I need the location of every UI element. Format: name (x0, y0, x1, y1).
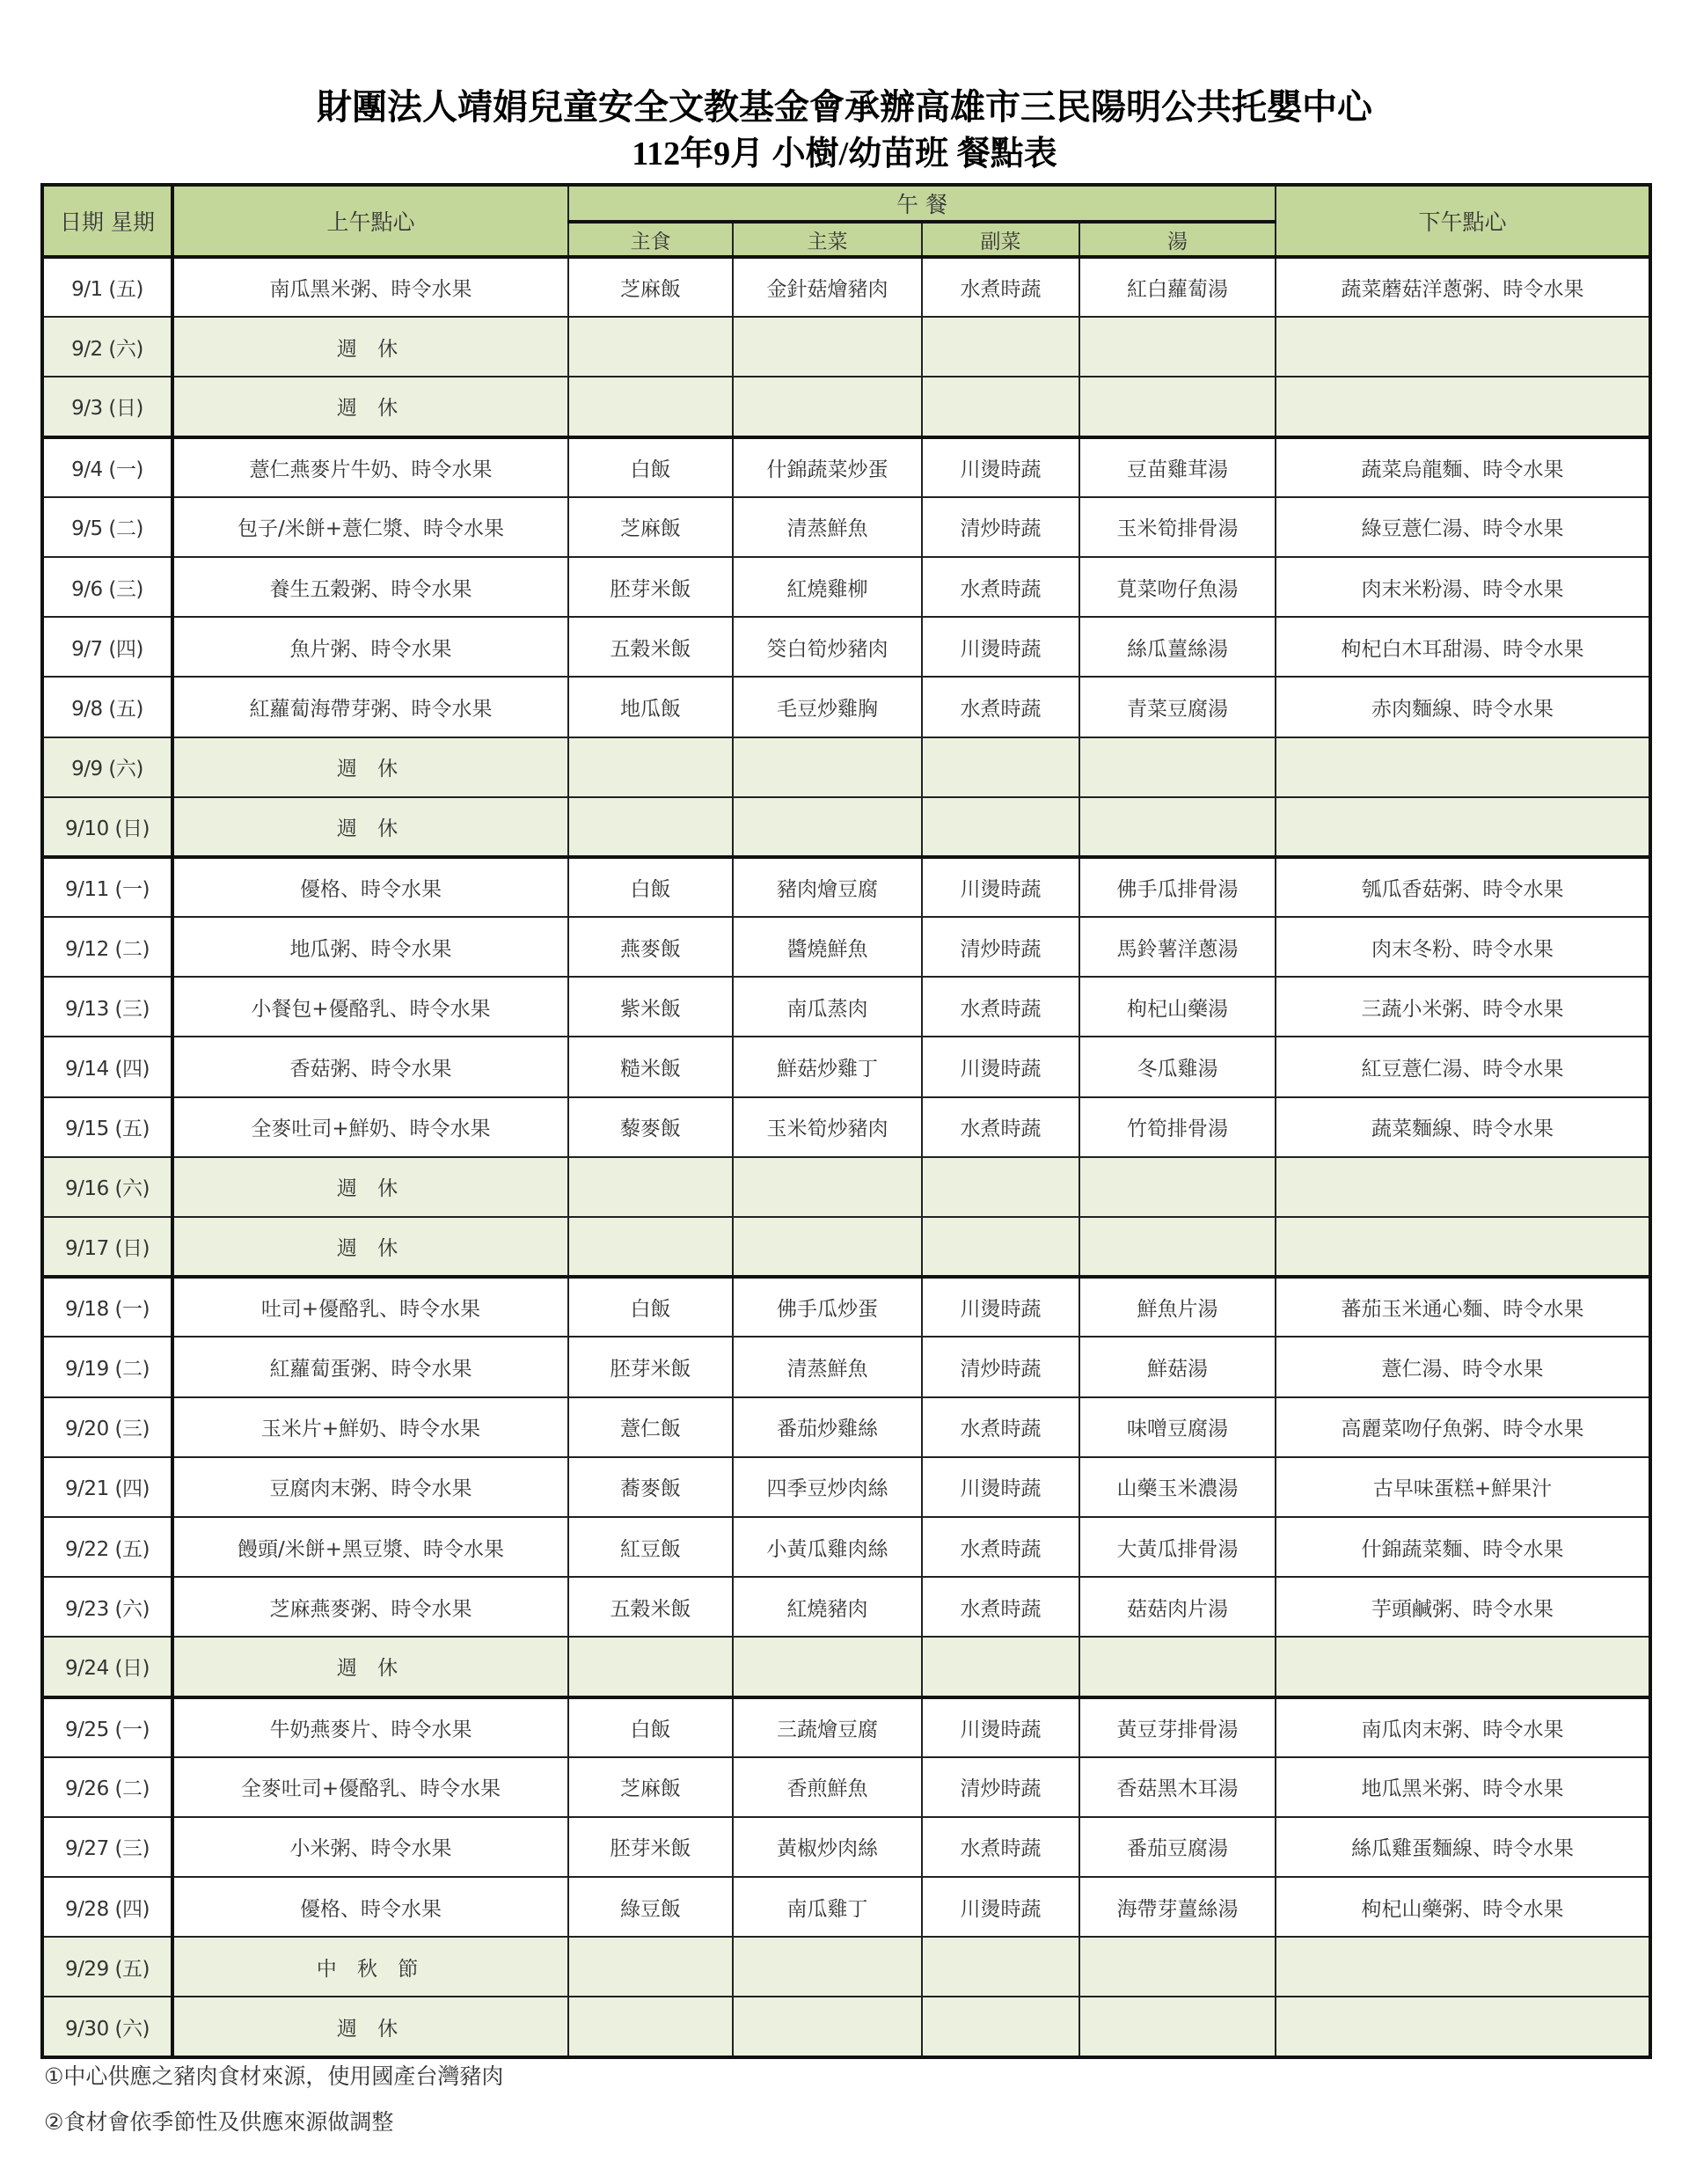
holiday-label: 週 休 (172, 1217, 568, 1277)
side-dish-cell: 水煮時蔬 (922, 1097, 1079, 1157)
table-row (42, 437, 1650, 497)
table-row (42, 1937, 1650, 1997)
afternoon-snack-cell: 蔬菜麵線、時令水果 (1276, 1097, 1650, 1157)
afternoon-snack-cell: 肉末米粉湯、時令水果 (1276, 557, 1650, 617)
main-dish-cell: 金針菇燴豬肉 (733, 257, 922, 317)
main-dish-cell: 鮮菇炒雞丁 (733, 1037, 922, 1096)
date-cell: 9/11 (一) (42, 857, 172, 917)
date-cell: 9/23 (六) (42, 1577, 172, 1637)
date-cell: 9/18 (一) (42, 1277, 172, 1337)
afternoon-snack-cell (1276, 317, 1650, 377)
staple-cell (568, 1637, 733, 1697)
soup-cell: 竹筍排骨湯 (1079, 1097, 1276, 1157)
soup-cell: 青菜豆腐湯 (1079, 677, 1276, 737)
staple-cell: 芝麻飯 (568, 1757, 733, 1817)
staple-cell: 糙米飯 (568, 1037, 733, 1096)
side-dish-cell: 川燙時蔬 (922, 1277, 1079, 1337)
staple-cell (568, 737, 733, 797)
main-dish-cell (733, 377, 922, 436)
main-dish-cell: 黃椒炒肉絲 (733, 1817, 922, 1877)
side-dish-cell (922, 377, 1079, 436)
main-dish-cell (733, 1637, 922, 1697)
afternoon-snack-cell: 絲瓜雞蛋麵線、時令水果 (1276, 1817, 1650, 1877)
staple-cell: 紫米飯 (568, 977, 733, 1037)
header-morning-snack: 上午點心 (172, 185, 568, 257)
main-dish-cell: 什錦蔬菜炒蛋 (733, 437, 922, 497)
side-dish-cell: 水煮時蔬 (922, 557, 1079, 617)
date-cell: 9/17 (日) (42, 1217, 172, 1277)
table-row (42, 1517, 1650, 1577)
afternoon-snack-cell: 蕃茄玉米通心麵、時令水果 (1276, 1277, 1650, 1337)
holiday-label: 週 休 (172, 1637, 568, 1697)
date-cell: 9/20 (三) (42, 1397, 172, 1457)
soup-cell: 香菇黑木耳湯 (1079, 1757, 1276, 1817)
afternoon-snack-cell (1276, 1937, 1650, 1997)
side-dish-cell: 水煮時蔬 (922, 1577, 1079, 1637)
main-dish-cell: 南瓜雞丁 (733, 1877, 922, 1937)
afternoon-snack-cell: 蔬菜蘑菇洋蔥粥、時令水果 (1276, 257, 1650, 317)
side-dish-cell: 川燙時蔬 (922, 1037, 1079, 1096)
soup-cell: 海帶芽薑絲湯 (1079, 1877, 1276, 1937)
morning-snack-cell: 玉米片+鮮奶、時令水果 (172, 1397, 568, 1457)
table-row (42, 1037, 1650, 1096)
table-row (42, 1097, 1650, 1157)
soup-cell (1079, 1937, 1276, 1997)
date-cell: 9/28 (四) (42, 1877, 172, 1937)
staple-cell: 燕麥飯 (568, 917, 733, 977)
side-dish-cell: 川燙時蔬 (922, 857, 1079, 917)
header-lunch: 午 餐 (568, 185, 1276, 222)
main-dish-cell: 玉米筍炒豬肉 (733, 1097, 922, 1157)
soup-cell: 山藥玉米濃湯 (1079, 1457, 1276, 1517)
side-dish-cell: 川燙時蔬 (922, 437, 1079, 497)
side-dish-cell: 清炒時蔬 (922, 917, 1079, 977)
afternoon-snack-cell (1276, 1157, 1650, 1217)
morning-snack-cell: 全麥吐司+優酪乳、時令水果 (172, 1757, 568, 1817)
morning-snack-cell: 紅蘿蔔海帶芽粥、時令水果 (172, 677, 568, 737)
main-dish-cell (733, 1157, 922, 1217)
table-row (42, 677, 1650, 737)
morning-snack-cell: 香菇粥、時令水果 (172, 1037, 568, 1096)
table-row (42, 977, 1650, 1037)
date-cell: 9/8 (五) (42, 677, 172, 737)
table-row (42, 617, 1650, 677)
side-dish-cell: 川燙時蔬 (922, 1697, 1079, 1757)
morning-snack-cell: 地瓜粥、時令水果 (172, 917, 568, 977)
table-row (42, 1577, 1650, 1637)
afternoon-snack-cell (1276, 1217, 1650, 1277)
morning-snack-cell: 豆腐肉末粥、時令水果 (172, 1457, 568, 1517)
side-dish-cell: 川燙時蔬 (922, 617, 1079, 677)
soup-cell: 大黃瓜排骨湯 (1079, 1517, 1276, 1577)
main-dish-cell: 清蒸鮮魚 (733, 497, 922, 557)
date-cell: 9/6 (三) (42, 557, 172, 617)
soup-cell: 佛手瓜排骨湯 (1079, 857, 1276, 917)
date-cell: 9/24 (日) (42, 1637, 172, 1697)
main-dish-cell: 清蒸鮮魚 (733, 1337, 922, 1396)
main-dish-cell (733, 1937, 922, 1997)
soup-cell: 玉米筍排骨湯 (1079, 497, 1276, 557)
date-cell: 9/19 (二) (42, 1337, 172, 1396)
staple-cell: 胚芽米飯 (568, 1337, 733, 1396)
main-dish-cell: 筊白筍炒豬肉 (733, 617, 922, 677)
afternoon-snack-cell (1276, 377, 1650, 436)
morning-snack-cell: 小餐包+優酪乳、時令水果 (172, 977, 568, 1037)
soup-cell: 冬瓜雞湯 (1079, 1037, 1276, 1096)
staple-cell: 芝麻飯 (568, 497, 733, 557)
morning-snack-cell: 牛奶燕麥片、時令水果 (172, 1697, 568, 1757)
table-row (42, 1277, 1650, 1337)
table-row (42, 857, 1650, 917)
morning-snack-cell: 魚片粥、時令水果 (172, 617, 568, 677)
table-row (42, 1757, 1650, 1817)
soup-cell (1079, 317, 1276, 377)
table-row (42, 1877, 1650, 1937)
date-cell: 9/13 (三) (42, 977, 172, 1037)
staple-cell: 白飯 (568, 1277, 733, 1337)
side-dish-cell: 清炒時蔬 (922, 1337, 1079, 1396)
table-row (42, 1397, 1650, 1457)
staple-cell (568, 1997, 733, 2056)
staple-cell (568, 1217, 733, 1277)
table-row (42, 797, 1650, 857)
side-dish-cell (922, 737, 1079, 797)
table-row (42, 737, 1650, 797)
table-row (42, 317, 1650, 377)
table-row (42, 1697, 1650, 1757)
table-row (42, 1817, 1650, 1877)
header-main-dish: 主菜 (733, 222, 922, 257)
date-cell: 9/30 (六) (42, 1997, 172, 2056)
staple-cell: 藜麥飯 (568, 1097, 733, 1157)
header-side-dish: 副菜 (922, 222, 1079, 257)
afternoon-snack-cell: 紅豆薏仁湯、時令水果 (1276, 1037, 1650, 1096)
afternoon-snack-cell (1276, 1637, 1650, 1697)
morning-snack-cell: 養生五穀粥、時令水果 (172, 557, 568, 617)
side-dish-cell (922, 1997, 1079, 2056)
main-dish-cell: 毛豆炒雞胸 (733, 677, 922, 737)
morning-snack-cell: 南瓜黑米粥、時令水果 (172, 257, 568, 317)
staple-cell: 五穀米飯 (568, 1577, 733, 1637)
afternoon-snack-cell: 高麗菜吻仔魚粥、時令水果 (1276, 1397, 1650, 1457)
header-afternoon-snack: 下午點心 (1276, 185, 1650, 257)
header-staple: 主食 (568, 222, 733, 257)
soup-cell (1079, 1157, 1276, 1217)
main-dish-cell: 南瓜蒸肉 (733, 977, 922, 1037)
date-cell: 9/7 (四) (42, 617, 172, 677)
side-dish-cell: 清炒時蔬 (922, 1757, 1079, 1817)
date-cell: 9/3 (日) (42, 377, 172, 436)
table-row (42, 1637, 1650, 1697)
staple-cell: 白飯 (568, 1697, 733, 1757)
header-soup: 湯 (1079, 222, 1276, 257)
table-row (42, 257, 1650, 317)
staple-cell: 綠豆飯 (568, 1877, 733, 1937)
morning-snack-cell: 優格、時令水果 (172, 1877, 568, 1937)
soup-cell (1079, 797, 1276, 857)
table-row (42, 557, 1650, 617)
afternoon-snack-cell (1276, 737, 1650, 797)
main-dish-cell: 紅燒雞柳 (733, 557, 922, 617)
note-pork-source: ①中心供應之豬肉食材來源，使用國產台灣豬肉 (44, 2063, 504, 2089)
main-dish-cell: 番茄炒雞絲 (733, 1397, 922, 1457)
afternoon-snack-cell: 綠豆薏仁湯、時令水果 (1276, 497, 1650, 557)
side-dish-cell (922, 317, 1079, 377)
soup-cell: 黃豆芽排骨湯 (1079, 1697, 1276, 1757)
morning-snack-cell: 優格、時令水果 (172, 857, 568, 917)
afternoon-snack-cell: 蔬菜烏龍麵、時令水果 (1276, 437, 1650, 497)
date-cell: 9/9 (六) (42, 737, 172, 797)
side-dish-cell: 水煮時蔬 (922, 1517, 1079, 1577)
table-row (42, 1217, 1650, 1277)
holiday-label: 週 休 (172, 1157, 568, 1217)
soup-cell: 菇菇肉片湯 (1079, 1577, 1276, 1637)
soup-cell (1079, 1637, 1276, 1697)
date-cell: 9/29 (五) (42, 1937, 172, 1997)
holiday-label: 週 休 (172, 317, 568, 377)
header-date: 日期 星期 (42, 185, 172, 257)
date-cell: 9/12 (二) (42, 917, 172, 977)
afternoon-snack-cell: 什錦蔬菜麵、時令水果 (1276, 1517, 1650, 1577)
staple-cell: 芝麻飯 (568, 257, 733, 317)
staple-cell: 胚芽米飯 (568, 1817, 733, 1877)
date-cell: 9/4 (一) (42, 437, 172, 497)
date-cell: 9/10 (日) (42, 797, 172, 857)
staple-cell: 白飯 (568, 857, 733, 917)
table-row (42, 1157, 1650, 1217)
soup-cell: 馬鈴薯洋蔥湯 (1079, 917, 1276, 977)
staple-cell (568, 377, 733, 436)
staple-cell: 薏仁飯 (568, 1397, 733, 1457)
table-row (42, 1457, 1650, 1517)
afternoon-snack-cell: 古早味蛋糕+鮮果汁 (1276, 1457, 1650, 1517)
afternoon-snack-cell: 瓠瓜香菇粥、時令水果 (1276, 857, 1650, 917)
afternoon-snack-cell: 赤肉麵線、時令水果 (1276, 677, 1650, 737)
morning-snack-cell: 包子/米餅+薏仁漿、時令水果 (172, 497, 568, 557)
side-dish-cell (922, 797, 1079, 857)
afternoon-snack-cell (1276, 797, 1650, 857)
side-dish-cell (922, 1637, 1079, 1697)
main-dish-cell: 醬燒鮮魚 (733, 917, 922, 977)
meal-schedule-table (40, 183, 1652, 2059)
date-cell: 9/22 (五) (42, 1517, 172, 1577)
soup-cell: 鮮魚片湯 (1079, 1277, 1276, 1337)
holiday-label: 週 休 (172, 797, 568, 857)
date-cell: 9/14 (四) (42, 1037, 172, 1096)
side-dish-cell (922, 1937, 1079, 1997)
afternoon-snack-cell: 芋頭鹹粥、時令水果 (1276, 1577, 1650, 1637)
side-dish-cell: 水煮時蔬 (922, 257, 1079, 317)
staple-cell: 蕎麥飯 (568, 1457, 733, 1517)
main-dish-cell: 三蔬燴豆腐 (733, 1697, 922, 1757)
table-row (42, 377, 1650, 436)
afternoon-snack-cell: 薏仁湯、時令水果 (1276, 1337, 1650, 1396)
document-subtitle: 112年9月 小樹/幼苗班 餐點表 (632, 136, 1057, 172)
table-row (42, 917, 1650, 977)
side-dish-cell: 水煮時蔬 (922, 1817, 1079, 1877)
morning-snack-cell: 芝麻燕麥粥、時令水果 (172, 1577, 568, 1637)
side-dish-cell: 川燙時蔬 (922, 1877, 1079, 1937)
soup-cell: 鮮菇湯 (1079, 1337, 1276, 1396)
morning-snack-cell: 紅蘿蔔蛋粥、時令水果 (172, 1337, 568, 1396)
soup-cell (1079, 1217, 1276, 1277)
side-dish-cell: 水煮時蔬 (922, 977, 1079, 1037)
staple-cell: 五穀米飯 (568, 617, 733, 677)
main-dish-cell (733, 1217, 922, 1277)
date-cell: 9/21 (四) (42, 1457, 172, 1517)
main-dish-cell: 豬肉燴豆腐 (733, 857, 922, 917)
main-dish-cell: 小黃瓜雞肉絲 (733, 1517, 922, 1577)
table-row (42, 497, 1650, 557)
staple-cell (568, 317, 733, 377)
main-dish-cell: 紅燒豬肉 (733, 1577, 922, 1637)
date-cell: 9/25 (一) (42, 1697, 172, 1757)
date-cell: 9/5 (二) (42, 497, 172, 557)
staple-cell (568, 1157, 733, 1217)
holiday-label: 中 秋 節 (172, 1937, 568, 1997)
morning-snack-cell: 小米粥、時令水果 (172, 1817, 568, 1877)
side-dish-cell (922, 1217, 1079, 1277)
afternoon-snack-cell: 地瓜黑米粥、時令水果 (1276, 1757, 1650, 1817)
morning-snack-cell: 饅頭/米餅+黑豆漿、時令水果 (172, 1517, 568, 1577)
staple-cell: 地瓜飯 (568, 677, 733, 737)
soup-cell (1079, 377, 1276, 436)
staple-cell (568, 1937, 733, 1997)
side-dish-cell: 清炒時蔬 (922, 497, 1079, 557)
holiday-label: 週 休 (172, 1997, 568, 2056)
staple-cell: 紅豆飯 (568, 1517, 733, 1577)
table-row (42, 1997, 1650, 2056)
date-cell: 9/1 (五) (42, 257, 172, 317)
morning-snack-cell: 全麥吐司+鮮奶、時令水果 (172, 1097, 568, 1157)
soup-cell: 味噌豆腐湯 (1079, 1397, 1276, 1457)
afternoon-snack-cell: 肉末冬粉、時令水果 (1276, 917, 1650, 977)
main-dish-cell (733, 1997, 922, 2056)
soup-cell: 紅白蘿蔔湯 (1079, 257, 1276, 317)
staple-cell: 胚芽米飯 (568, 557, 733, 617)
main-dish-cell (733, 737, 922, 797)
staple-cell: 白飯 (568, 437, 733, 497)
soup-cell (1079, 1997, 1276, 2056)
date-cell: 9/2 (六) (42, 317, 172, 377)
soup-cell: 莧菜吻仔魚湯 (1079, 557, 1276, 617)
date-cell: 9/27 (三) (42, 1817, 172, 1877)
main-dish-cell: 佛手瓜炒蛋 (733, 1277, 922, 1337)
afternoon-snack-cell: 南瓜肉末粥、時令水果 (1276, 1697, 1650, 1757)
soup-cell: 絲瓜薑絲湯 (1079, 617, 1276, 677)
afternoon-snack-cell: 枸杞白木耳甜湯、時令水果 (1276, 617, 1650, 677)
side-dish-cell: 水煮時蔬 (922, 1397, 1079, 1457)
soup-cell: 枸杞山藥湯 (1079, 977, 1276, 1037)
side-dish-cell: 川燙時蔬 (922, 1457, 1079, 1517)
side-dish-cell: 水煮時蔬 (922, 677, 1079, 737)
side-dish-cell (922, 1157, 1079, 1217)
date-cell: 9/26 (二) (42, 1757, 172, 1817)
holiday-label: 週 休 (172, 377, 568, 436)
note-seasonal-adjustment: ②食材會依季節性及供應來源做調整 (44, 2109, 394, 2135)
main-dish-cell (733, 797, 922, 857)
document-title: 財團法人靖娟兒童安全文教基金會承辦高雄市三民陽明公共托嬰中心 (317, 87, 1372, 127)
staple-cell (568, 797, 733, 857)
soup-cell (1079, 737, 1276, 797)
date-cell: 9/15 (五) (42, 1097, 172, 1157)
holiday-label: 週 休 (172, 737, 568, 797)
main-dish-cell (733, 317, 922, 377)
afternoon-snack-cell (1276, 1997, 1650, 2056)
morning-snack-cell: 薏仁燕麥片牛奶、時令水果 (172, 437, 568, 497)
afternoon-snack-cell: 枸杞山藥粥、時令水果 (1276, 1877, 1650, 1937)
main-dish-cell: 四季豆炒肉絲 (733, 1457, 922, 1517)
soup-cell: 番茄豆腐湯 (1079, 1817, 1276, 1877)
date-cell: 9/16 (六) (42, 1157, 172, 1217)
table-row (42, 1337, 1650, 1396)
morning-snack-cell: 吐司+優酪乳、時令水果 (172, 1277, 568, 1337)
afternoon-snack-cell: 三蔬小米粥、時令水果 (1276, 977, 1650, 1037)
soup-cell: 豆苗雞茸湯 (1079, 437, 1276, 497)
main-dish-cell: 香煎鮮魚 (733, 1757, 922, 1817)
